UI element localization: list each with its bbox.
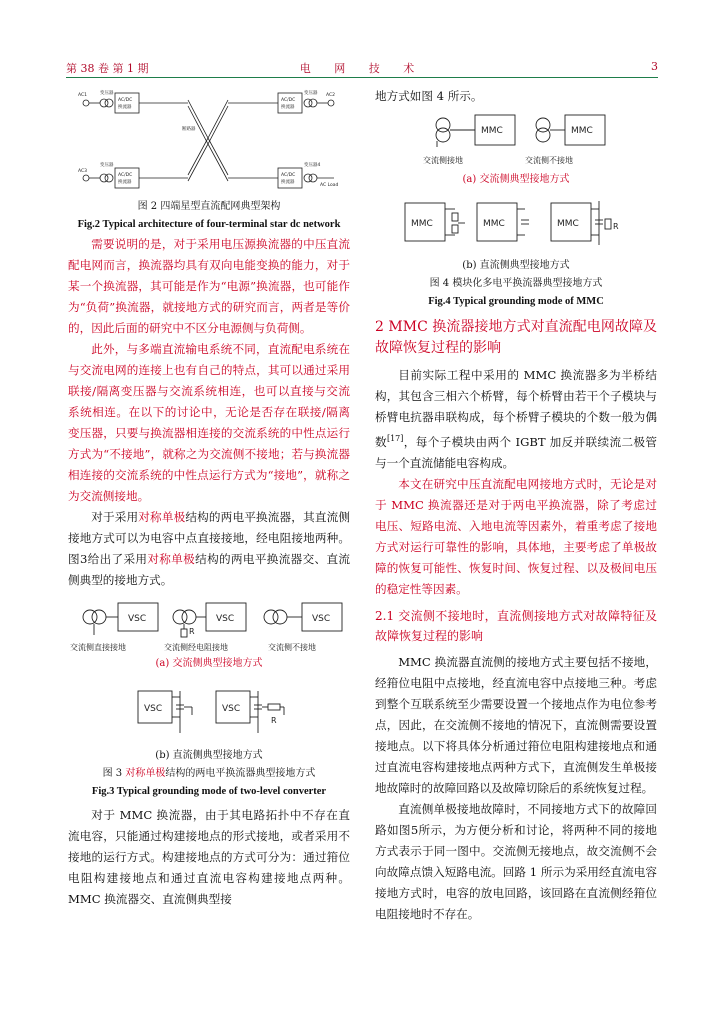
fig4b-caption: (b) 直流侧典型接地方式 [462, 260, 570, 271]
fig2-label-conv1: 换流器 [118, 105, 132, 110]
fig3b-vsc-1: VSC [144, 704, 163, 714]
right-paragraph-0: 地方式如图 4 所示。 [375, 89, 483, 103]
subsection-heading-2-1: 2.1 交流侧不接地时，直流侧接地方式对故障特征及故障恢复过程的影响 [375, 608, 657, 643]
fig4b-diagram [375, 193, 657, 257]
right-paragraph-1: 目前实际工程中采用的 MMC 换流器多为半桥结构，其包含三相六个桥臂，每个桥臂由若干个子模块与桥臂电抗器串联构成，每个桥臂子模块的个数一般为偶数[17]，每个子模块由两个 IGBT 加反并联续流二极管与一个直流储能电容构成。 [375, 368, 657, 470]
fig3b-caption: (b) 直流侧典型接地方式 [155, 750, 263, 761]
fig2-caption-en: Fig.2 Typical architecture of four-terminal star dc network [77, 219, 341, 230]
fig2-label-acdc2: AC/DC [281, 98, 296, 103]
fig4-caption-cn: 图 4 模块化多电平换流器典型接地方式 [429, 278, 603, 289]
fig2-label-xfmr1: 变压器 [100, 91, 114, 96]
running-header [66, 60, 658, 78]
page-number: 3 [651, 60, 658, 73]
left-paragraph-1: 需要说明的是，对于采用电压源换流器的中压直流配电网而言，换流器均具有双向电能变换的能力，对于某一个换流器，其可能是作为“电源”换流器，也可能作为“负荷”换流器，就接地方式的研究而言，两者是等价的，因此后面的研究中不区分电源侧与负荷侧。 [68, 237, 350, 335]
fig2-label-acdc3: AC/DC [118, 173, 133, 178]
fig3-caption-cn: 图 3 对称单极结构的两电平换流器典型接地方式 [102, 768, 316, 779]
fig2-diagram [68, 86, 350, 198]
left-paragraph-3: 对于采用对称单极结构的两电平换流器，其直流侧接地方式可以为电容中点直接接地，经电阻接地两种。图3给出了采用对称单极结构的两电平换流器交、直流侧典型的接地方式。 [68, 510, 350, 587]
fig3a-vsc-2: VSC [216, 614, 235, 624]
left-column [68, 86, 350, 910]
fig3b-vsc-2: VSC [222, 704, 241, 714]
fig4a-diagram [375, 111, 657, 171]
fig2-label-xfmr3: 变压器 [100, 163, 114, 168]
fig4a-label-2: 交流侧不接地 [525, 156, 573, 165]
fig2-label-ac2: AC2 [326, 93, 336, 98]
fig2-label-ac1: AC1 [78, 93, 88, 98]
fig4a-mmc-2: MMC [571, 126, 593, 136]
fig3a-diagram [68, 595, 350, 655]
fig2-label-xfmr2: 变压器 [304, 91, 318, 96]
fig2-caption-cn: 图 2 四端星型直流配网典型架构 [137, 201, 281, 212]
right-column [375, 86, 657, 925]
fig2-label-acdc4: AC/DC [281, 173, 296, 178]
fig4b-mmc-1: MMC [411, 219, 433, 229]
fig4b-mmc-3: MMC [557, 219, 579, 229]
right-paragraph-2: 本文在研究中压直流配电网接地方式时，无论是对于 MMC 换流器还是对于两电平换流器，除了考虑过电压、短路电流、入地电流等因素外，着重考虑了接地方式对运行可靠性的影响，具体地，主要考虑了单极故障的恢复可能性、恢复时间、恢复过程、以及极间电压的稳定性等因素。 [375, 476, 657, 596]
right-paragraph-4: 直流侧单极接地故障时，不同接地方式下的故障回路如图5所示，为方便分析和讨论，将两种不同的接地方式表示于同一图中。交流侧无接地点，故交流侧不会向故障点馈入短路电流。回路 1 所示为采用经直流电容接地方式时，电容的放电回路，该回路在直流侧经箝位电阻接地时不存在。 [375, 801, 657, 921]
fig2-label-xfmr4: 变压器4 [304, 163, 321, 168]
fig2-label-breaker: 断路器 [182, 127, 196, 132]
fig4a-label-1: 交流侧接地 [423, 156, 463, 165]
fig3a-label-2: 交流侧经电阻接地 [164, 643, 228, 652]
fig3-caption-en: Fig.3 Typical grounding mode of two-level converter [91, 786, 327, 797]
fig4b-resistor: R [613, 222, 619, 231]
left-paragraph-4: 对于 MMC 换流器，由于其电路拓扑中不存在直流电容，只能通过构建接地点的形式接地，或者采用不接地的运行方式。构建接地点的方式可分为：通过箝位电阻构建接地点和通过直流电容构建接地点两种。MMC 换流器交、直流侧典型接 [68, 808, 350, 906]
fig4a-caption: (a) 交流侧典型接地方式 [462, 174, 570, 185]
left-paragraph-2: 此外，与多端直流输电系统不同，直流配电系统在与交流电网的连接上也有自己的特点，其可以通过采用联接/隔离变压器与交流系统相连，也可以直接与交流系统相连。在以下的讨论中，无论是否存在联接/隔离变压器，只要与换流器相连接的交流系统的中性点运行方式为“不接地”，就称之为交流侧不接地；若与换流器相连接的交流系统的中性点运行方式为“接地”，就称之为交流侧接地。 [68, 342, 350, 503]
fig3a-caption: (a) 交流侧典型接地方式 [155, 658, 263, 669]
fig3a-resistor: R [189, 627, 195, 636]
fig4b-mmc-2: MMC [483, 219, 505, 229]
journal-volume: 第 38 卷 第 1 期 [66, 62, 149, 75]
fig2-label-conv4: 换流器 [281, 180, 295, 185]
fig3b-diagram [68, 679, 350, 747]
fig3a-label-3: 交流侧不接地 [268, 643, 316, 652]
fig3b-resistor: R [271, 716, 277, 725]
header-rule [66, 77, 658, 78]
fig3a-vsc-3: VSC [312, 614, 331, 624]
journal-title: 电 网 技 术 [299, 62, 425, 75]
fig4-caption-en: Fig.4 Typical grounding mode of MMC [428, 296, 604, 307]
fig2-label-acdc1: AC/DC [118, 98, 133, 103]
fig3a-vsc-1: VSC [128, 614, 147, 624]
fig3a-label-1: 交流侧直接接地 [70, 643, 126, 652]
right-paragraph-3: MMC 换流器直流侧的接地方式主要包括不接地，经箝位电阻中点接地，经直流电容中点接地三种。考虑到整个互联系统至少需要设置一个接地点作为电位参考点，因此，在交流侧不接地的情况下，直流侧需要设置接地点。以下将具体分析通过箝位电阻构建接地点和通过直流电容构建接地点两种方式下，直流侧发生单极接地故障时的故障回路以及故障切除后的系统恢复过程。 [375, 654, 657, 795]
section-heading-2: 2 MMC 换流器接地方式对直流配电网故障及故障恢复过程的影响 [375, 319, 657, 356]
fig4a-mmc-1: MMC [481, 126, 503, 136]
fig2-label-ac3: AC3 [78, 169, 88, 174]
fig2-label-conv3: 换流器 [118, 180, 132, 185]
fig2-label-load: AC Load [320, 183, 339, 188]
fig2-label-conv2: 换流器 [281, 105, 295, 110]
